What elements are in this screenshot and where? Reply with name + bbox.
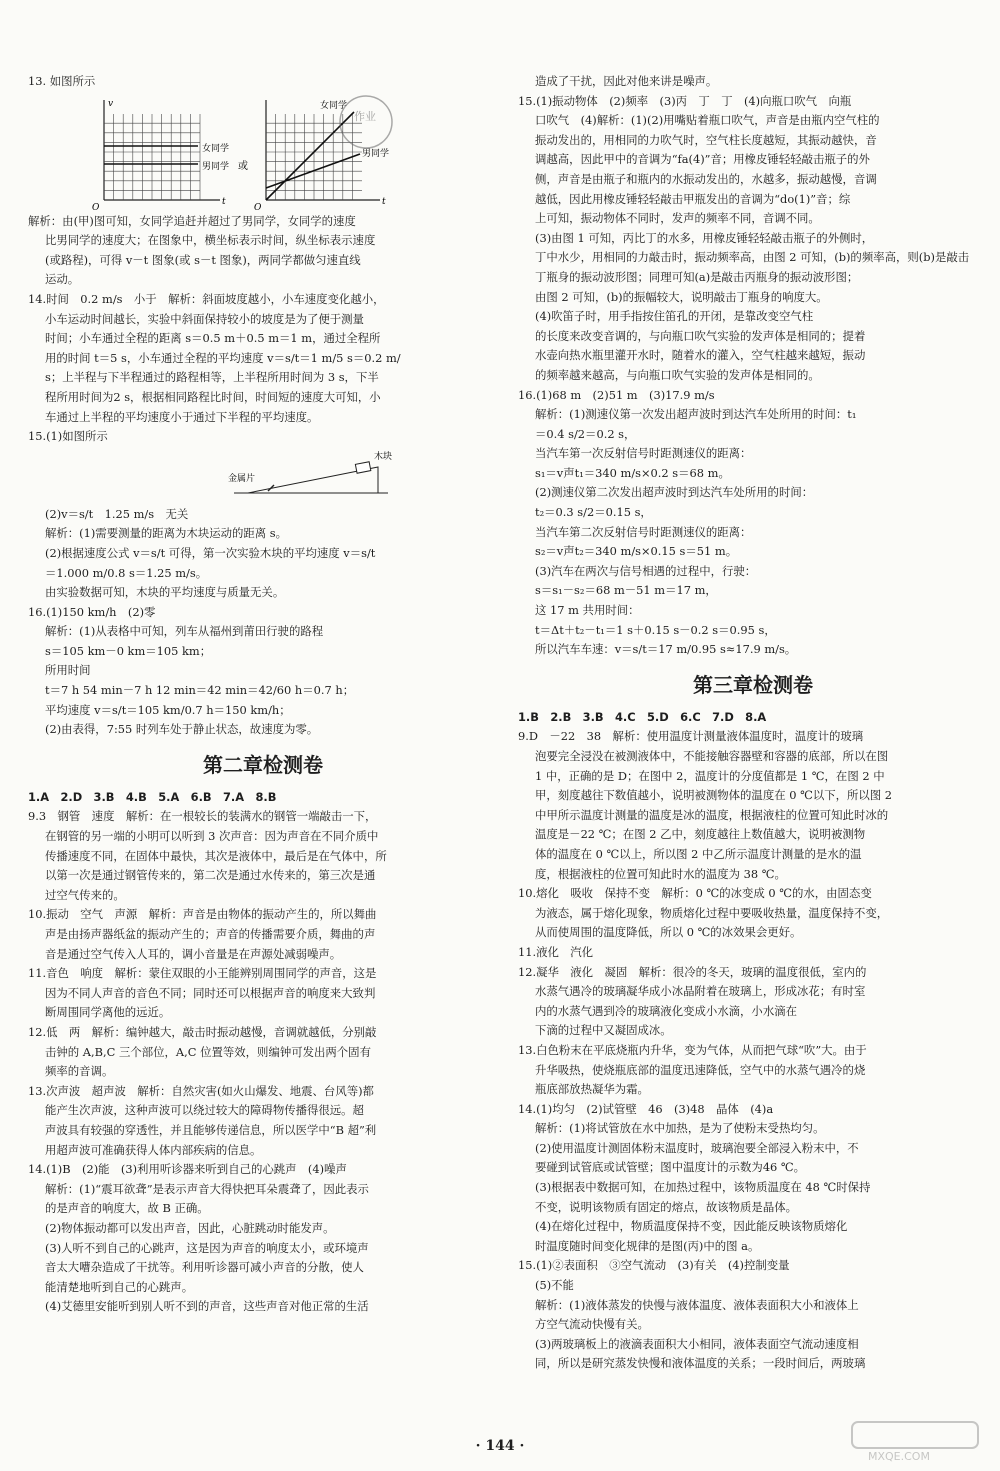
chapter2-answer-line: 11.音色 响度 解析：蒙住双眼的小王能辨别周围同学的声音，这是 bbox=[28, 966, 377, 981]
chapter2-answer-continued-line: (2)测速仪第二次发出超声波时到达汽车处所用的时间： bbox=[535, 485, 814, 500]
chapter2-answer-line: 13.次声波 超声波 解析：自然灾害(如火山爆发、地震、台风等)都 bbox=[28, 1083, 374, 1098]
chapter3-answer-line: 9.D －22 38 解析：使用温度计测量液体温度时，温度计的玻璃 bbox=[518, 729, 864, 744]
metal-label: 金属片 bbox=[228, 473, 256, 484]
chapter2-answer-continued-line: s＝s₁－s₂＝68 m－51 m＝17 m， bbox=[535, 583, 717, 598]
chapter2-answers-continued bbox=[518, 72, 988, 660]
chapter2-answer-line: 音是通过空气传入人耳的，调小音量是在声源处减弱噪声。 bbox=[45, 946, 342, 961]
chapter3-answer-line: 从而使周围的温度降低，所以 0 ℃的冰效果会更好。 bbox=[535, 925, 802, 940]
chapter2-answer-continued-line: 侧，声音是由瓶子和瓶内的水振动发出的，水越多，振动越慢，音调 bbox=[535, 171, 877, 186]
chapter2-answer-continued-line: 当汽车第一次反射信号时距测速仪的距离： bbox=[535, 446, 752, 461]
female-label-2: 女同学 bbox=[320, 100, 348, 111]
chapter2-answer-continued-line: s₁＝v声t₁＝340 m/s×0.2 s＝68 m。 bbox=[535, 465, 730, 480]
chapter3-answer-line: 下滴的过程中又凝固成冰。 bbox=[535, 1023, 672, 1038]
chapter3-choice-answers: 1.B 2.B 3.B 4.C 5.D 6.C 7.D 8.A bbox=[518, 709, 767, 724]
chapter2-answer-line: 在钢管的另一端的小明可以听到 3 次声音：因为声音在不同介质中 bbox=[45, 829, 379, 844]
chapter3-answer-line: 水蒸气遇冷的玻璃凝华成小冰晶附着在玻璃上，形成冰花；有时室 bbox=[535, 984, 866, 999]
chapter2-answer-continued-line: 这 17 m 共用时间： bbox=[535, 603, 640, 618]
t-axis-label-2: t bbox=[382, 196, 386, 207]
chapter3-answer-line: 甲，刻度越往下数值越小，说明被测物体的温度在 0 ℃以下，所以图 2 bbox=[535, 788, 893, 803]
chapter3-answer-line: (2)使用温度计测固体粉末温度时，玻璃泡要全部浸入粉末中，不 bbox=[535, 1140, 859, 1155]
chapter2-answer-continued-line: 的频率越来越高，与向瓶口吹气实验的发声体是相同的。 bbox=[535, 367, 820, 382]
chapter2-answer-continued-line: 所以汽车车速：v＝s/t＝17 m/0.95 s≈17.9 m/s。 bbox=[535, 642, 797, 657]
chapter2-answer-continued-line: 丁瓶身的振动波形图；同理可知(a)是敲击丙瓶身的振动波形图； bbox=[535, 269, 859, 284]
chapter2-answer-line: 因为不同人声音的音色不同；同时还可以根据声音的响度来大致判 bbox=[45, 985, 376, 1000]
chapter2-answer-line: 断周围同学离他的远近。 bbox=[45, 1005, 171, 1020]
chapter3-answer-line: 11.液化 汽化 bbox=[518, 944, 594, 959]
chapter3-answer-line: 升华吸热，使烧瓶底部的温度迅速降低，空气中的水蒸气遇冷的烧 bbox=[535, 1062, 866, 1077]
chapter2-answer-continued-line: ＝0.4 s/2＝0.2 s， bbox=[535, 426, 636, 441]
chapter3-answer-line: (3)两玻璃板上的液滴表面积大小相同，液体表面空气流动速度相 bbox=[535, 1336, 859, 1351]
chapter3-answer-line: 1 中，正确的是 D；在图中 2，温度计的分度值都是 1 ℃，在图 2 中 bbox=[535, 768, 885, 783]
q16-answer: 16.(1)150 km/h (2)零 解析：(1)从表格中可知，列车从福州到莆田行驶的路程 s＝105 km－0 km＝105 km； 所用时间 t＝7 h 54 min－7 h 12 min＝42 min＝42/60 h＝0.7 h； 平均速度 v＝s/t＝105 km/0.7 h＝150 km/h； (2)由表得，7:55 时列车处于静止状态，故速度为零。 bbox=[28, 604, 355, 737]
chapter2-answer-continued-line: t₂＝0.3 s/2＝0.15 s， bbox=[535, 505, 652, 520]
chapter3-answer-line: 温度是－22 ℃；在图 2 乙中，刻度越往上数值越大，说明被测物 bbox=[535, 827, 866, 842]
chapter3-answer-line: 瓶底部放热凝华为霜。 bbox=[535, 1082, 649, 1097]
watermark-text: MXQE.COM bbox=[868, 1450, 930, 1462]
chapter3-answer-line: 同，所以是研究蒸发快慢和液体温度的关系；一段时间后，两玻璃 bbox=[535, 1356, 866, 1371]
chapter2-answer-continued-line: 的长度来改变音调的，与向瓶口吹气实验的发声体是相同的；提着 bbox=[535, 328, 866, 343]
chapter3-answer-line: (3)根据表中数据可知，在加热过程中，该物质温度在 48 ℃时保持 bbox=[535, 1180, 871, 1195]
male-label-2: 男同学 bbox=[362, 148, 390, 159]
chapter2-answer-continued-line: 上可知，振动物体不同时，发声的频率不同，音调不同。 bbox=[535, 211, 820, 226]
chapter2-answer-continued-line: 丁中水少，用相同的力敲击时，振动频率高，由图 2 可知，(b)的频率高，则(b)是敲击 bbox=[535, 250, 970, 265]
chapter2-answer-line: 击钟的 A,B,C 三个部位，A,C 位置等效，则编钟可发出两个固有 bbox=[45, 1044, 371, 1059]
chapter2-answer-continued-line: s₂＝v声t₂＝340 m/s×0.15 s＝51 m。 bbox=[535, 544, 738, 559]
chapter2-answer-line: 的是声音的响度大，故 B 正确。 bbox=[45, 1201, 209, 1216]
chapter2-answer-line: 过空气传来的。 bbox=[45, 887, 125, 902]
chapter3-answer-line: 泡要完全浸没在被测液体中，不能接触容器壁和容器的底部，所以在图 bbox=[535, 749, 889, 763]
chapter3-answer-line: 内的水蒸气遇到冷的玻璃液化变成小水滴，小水滴在 bbox=[535, 1003, 797, 1018]
q15-title: 15.(1)如图所示 bbox=[28, 429, 108, 444]
chapter2-answer-continued-line: 口吹气 (4)解析：(1)(2)用嘴贴着瓶口吹气，声音是由瓶内空气柱的 bbox=[535, 113, 880, 128]
chapter3-answer-line: 时温度随时间变化规律的是图(丙)中的图 a。 bbox=[535, 1238, 760, 1253]
chapter2-answer-line: (2)物体振动都可以发出声音，因此，心脏跳动时能发声。 bbox=[45, 1220, 335, 1235]
chapter2-answer-line: 能产生次声波，这种声波可以绕过较大的障碍物传播得很远。超 bbox=[45, 1103, 364, 1118]
or-label: 或 bbox=[238, 160, 248, 172]
chapter2-answer-continued-line: 调越高，因此甲中的音调为“fa(4)”音；用橡皮锤轻轻敲击瓶子的外 bbox=[535, 152, 870, 167]
chapter3-answers bbox=[518, 727, 988, 1374]
chapter3-answer-line: 14.(1)均匀 (2)试管壁 46 (3)48 晶体 (4)a bbox=[518, 1101, 774, 1116]
page-number: · 144 · bbox=[475, 1438, 525, 1454]
chapter2-answer-continued-line: 造成了干扰，因此对他来讲是噪声。 bbox=[535, 74, 718, 88]
chapter3-answer-line: 15.(1)②表面积 ③空气流动 (3)有关 (4)控制变量 bbox=[518, 1258, 790, 1273]
chapter3-answer-line: 为液态，属于熔化现象，物质熔化过程中要吸收热量，温度保持不变， bbox=[535, 905, 889, 920]
chapter3-answer-line: 13.白色粉末在平底烧瓶内升华，变为气体，从而把气球“吹”大。由于 bbox=[518, 1042, 867, 1057]
female-label-1: 女同学 bbox=[202, 143, 230, 154]
chapter2-answer-continued-line: 由图 2 可知，(b)的振幅较大，说明敲击丁瓶身的响度大。 bbox=[535, 289, 828, 304]
chapter2-answer-continued-line: 16.(1)68 m (2)51 m (3)17.9 m/s bbox=[518, 387, 715, 402]
chapter3-answer-line: 10.熔化 吸收 保持不变 解析：0 ℃的冰变成 0 ℃的水，由固态变 bbox=[518, 886, 872, 901]
chapter2-answer-line: 9.3 钢管 速度 解析：在一根较长的装满水的钢管一端敲击一下， bbox=[28, 809, 377, 824]
chapter2-answer-continued-line: 水壶向热水瓶里灌开水时，随着水的灌入，空气柱越来越短，振动 bbox=[535, 348, 866, 363]
chapter2-answer-line: 14.(1)B (2)能 (3)利用听诊器来听到自己的心跳声 (4)噪声 bbox=[28, 1162, 347, 1177]
vt-graph bbox=[92, 99, 248, 212]
q13-title: 13. 如图所示 bbox=[28, 74, 96, 88]
chapter3-answer-line: 度，根据液柱的位置可知此时水的温度为 38 ℃。 bbox=[535, 866, 786, 881]
chapter2-answer-line: 频率的音调。 bbox=[45, 1064, 114, 1079]
chapter2-answer-continued-line: (4)吹笛子时，用手指按住笛孔的开闭，是靠改变空气柱 bbox=[535, 309, 814, 324]
chapter2-answer-line: 解析：(1)“震耳欲聋”是表示声音大得快把耳朵震聋了，因此表示 bbox=[45, 1181, 369, 1196]
chapter3-answer-line: 要碰到试管底或试管壁；图中温度计的示数为46 ℃。 bbox=[535, 1160, 806, 1175]
chapter3-answer-line: 解析：(1)液体蒸发的快慢与液体温度、液体表面积大小和液体上 bbox=[535, 1297, 859, 1312]
chapter3-answer-line: (5)不能 bbox=[535, 1278, 574, 1293]
chapter2-choice-answers: 1.A 2.D 3.B 4.B 5.A 6.B 7.A 8.B bbox=[28, 789, 277, 804]
chapter2-answer-line: 12.低 两 解析：编钟越大，敲击时振动越慢，音调就越低，分别敲 bbox=[28, 1024, 377, 1039]
chapter3-answer-line: 12.凝华 液化 凝固 解析：很冷的冬天，玻璃的温度很低，室内的 bbox=[518, 964, 867, 979]
chapter3-title: 第三章检测卷 bbox=[693, 672, 813, 697]
chapter2-answer-line: (3)人听不到自己的心跳声，这是因为声音的响度太小，或环境声 bbox=[45, 1240, 369, 1255]
chapter2-title: 第二章检测卷 bbox=[203, 752, 323, 777]
chapter3-answer-line: 中甲所示温度计测量的温度是冰的温度，根据液柱的位置可知此时冰的 bbox=[535, 807, 889, 822]
chapter3-answer-line: 体的温度在 0 ℃以上，所以图 2 中乙所示温度计测量的是水的温 bbox=[535, 846, 862, 861]
chapter3-answer-line: (4)在熔化过程中，物质温度保持不变，因此能反映该物质熔化 bbox=[535, 1219, 848, 1234]
chapter2-answer-line: 声波具有较强的穿透性，并且能够传递信息，所以医学中“B 超”利 bbox=[45, 1122, 377, 1137]
chapter2-answer-line: 音太大嘈杂造成了干扰等。利用听诊器可减小声音的分散，使人 bbox=[45, 1260, 364, 1275]
answer-stamp bbox=[340, 96, 392, 148]
chapter3-answer-line: 不变，说明该物质有固定的熔点，故该物质是晶体。 bbox=[535, 1199, 797, 1214]
q14-answer: 14.时间 0.2 m/s 小于 解析：斜面坡度越小，小车速度变化越小， 小车运动时间越长，实验中斜面保持较小的坡度是为了便于测量 时间；小车通过全程的距离 s＝0.5 m＋0.5 m＝1 m，通过全程所 用的时间 t＝5 s，小车通过全程的平均速度 v＝s/t＝1 m/5 s＝0.2 m/ s；上半程与下半程通过的路程相等，上半程所用时间为 3 s，下半 程所用时间为2 s，根据相同路程比时间，时间短的速度大可知，小 车通过上半程的平均速度小于通过下半程的平均速度。 bbox=[28, 291, 401, 424]
watermark-logo bbox=[850, 1420, 980, 1462]
chapter2-answer-line: 能清楚地听到自己的心跳声。 bbox=[45, 1279, 194, 1294]
chapter2-answer-continued-line: (3)由图 1 可知，丙比丁的水多，用橡皮锤轻轻敲击瓶子的外侧时， bbox=[535, 230, 874, 245]
chapter2-answer-line: 传播速度不同，在固体中最快，其次是液体中，最后是在气体中，所 bbox=[45, 848, 387, 863]
t-axis-label-1: t bbox=[222, 196, 226, 207]
chapter3-answer-line: 方空气流动快慢有关。 bbox=[535, 1317, 649, 1332]
chapter2-answer-line: (4)艾德里安能听到别人听不到的声音，这些声音对他正常的生活 bbox=[45, 1299, 369, 1314]
chapter2-answer-line: 10.振动 空气 声源 解析：声音是由物体的振动产生的，所以舞曲 bbox=[28, 907, 377, 922]
male-label-1: 男同学 bbox=[202, 161, 230, 172]
chapter2-answer-continued-line: 解析：(1)测速仪第一次发出超声波时到达汽车处所用的时间：t₁ bbox=[535, 407, 857, 422]
chapter2-answer-continued-line: (3)汽车在两次与信号相遇的过程中，行驶： bbox=[535, 563, 757, 578]
q15-answer: (2)v＝s/t 1.25 m/s 无关 解析：(1)需要测量的距离为木块运动的距离 s。 (2)根据速度公式 v＝s/t 可得，第一次实验木块的平均速度 v＝s/t ＝1.000 m/0.8 s＝1.25 m/s。 由实验数据可知，木块的平均速度与质量无关。 bbox=[45, 506, 376, 600]
stamp-text: 作业 bbox=[354, 109, 376, 123]
chapter2-answers bbox=[28, 807, 498, 1316]
right-column bbox=[518, 72, 988, 1374]
block-label: 木块 bbox=[374, 451, 393, 462]
chapter2-answer-line: 用超声波可准确获得人体内部疾病的信息。 bbox=[45, 1142, 262, 1157]
q13-explanation: 解析：由(甲)图可知，女同学追赶并超过了男同学，女同学的速度 比男同学的速度大；在图象中，横坐标表示时间，纵坐标表示速度 (或路程)，可得 v－t 图象(或 s－t 图象)，两同学都做匀速直线 运动。 bbox=[28, 213, 376, 287]
chapter2-answer-continued-line: t＝Δt＋t₂－t₁＝1 s＋0.15 s－0.2 s＝0.95 s， bbox=[535, 622, 776, 637]
chapter2-answer-continued-line: 15.(1)振动物体 (2)频率 (3)丙 丁 丁 (4)向瓶口吹气 向瓶 bbox=[518, 93, 852, 108]
origin-label-1: O bbox=[92, 202, 100, 212]
v-axis-label: v bbox=[108, 98, 114, 109]
chapter2-answer-continued-line: 振动发出的，用相同的力吹气时，空气柱长度越短，其振动越快，音 bbox=[535, 132, 877, 147]
incline-figure bbox=[228, 447, 428, 505]
origin-label-2: O bbox=[254, 202, 262, 212]
chapter2-answer-continued-line: 越低，因此用橡皮锤轻轻敲击甲瓶发出的音调为“do(1)”音；综 bbox=[535, 191, 851, 206]
chapter2-answer-line: 以第一次是通过钢管传来的，第二次是通过水传来的，第三次是通 bbox=[45, 868, 376, 883]
q13-graph-figure bbox=[70, 92, 410, 212]
chapter3-answer-line: 解析：(1)将试管放在水中加热，是为了使粉末受热均匀。 bbox=[535, 1121, 825, 1136]
chapter2-answer-line: 声是由扬声器纸盆的振动产生的；声音的传播需要介质，舞曲的声 bbox=[45, 927, 376, 941]
left-column bbox=[28, 72, 498, 1317]
chapter2-answer-continued-line: 当汽车第二次反射信号时距测速仪的距离： bbox=[535, 524, 752, 539]
